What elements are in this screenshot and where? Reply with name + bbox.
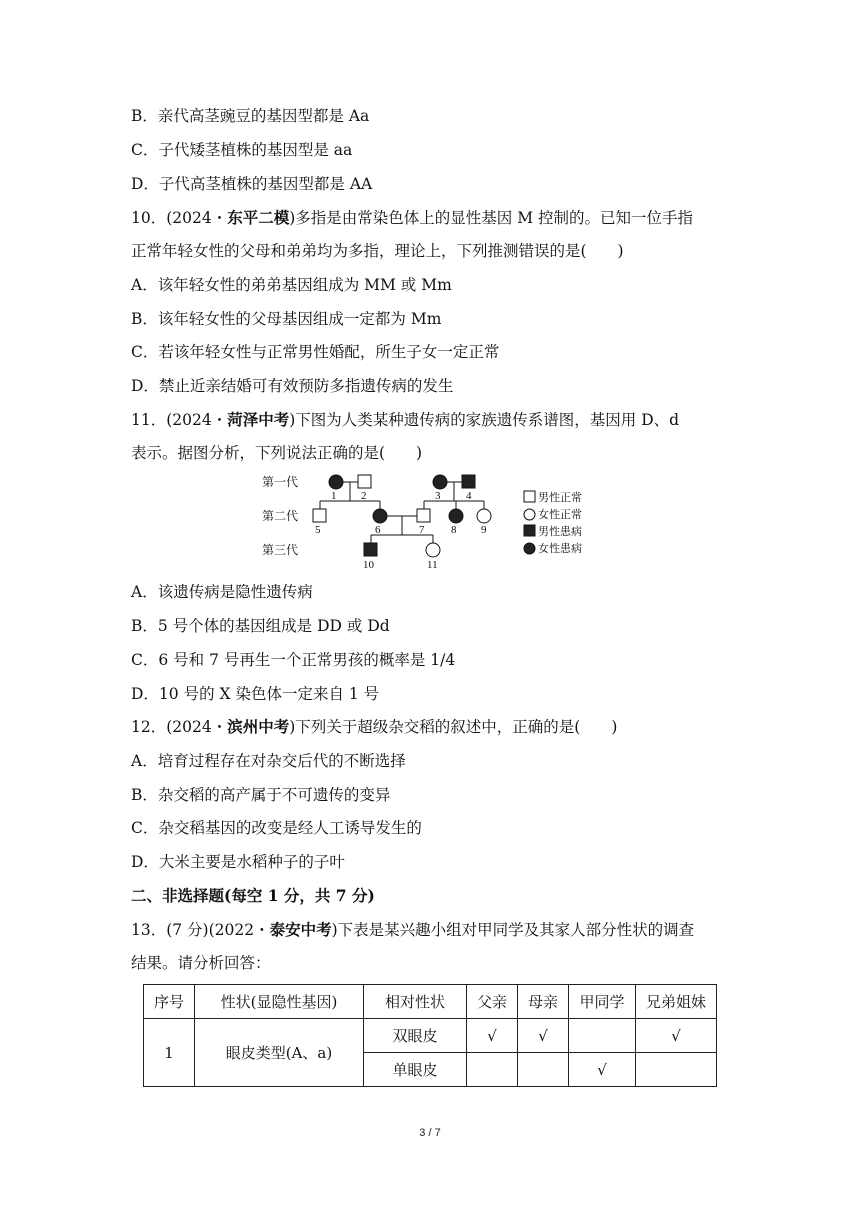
id-label-6: 6	[375, 524, 381, 536]
individual-8-affected-female	[449, 509, 463, 523]
id-label-10: 10	[363, 559, 374, 571]
legend-affected-female-symbol	[524, 543, 535, 554]
q11-option-c: C．6 号和 7 号再生一个正常男孩的概率是 1/4	[131, 651, 456, 669]
father-cell	[467, 1053, 518, 1087]
generation-2-label: 第二代	[262, 509, 299, 523]
q10-stem-text: )多指是由常染色体上的显性基因 M 控制的。已知一位手指	[289, 209, 694, 227]
individual-2-normal-male	[358, 475, 371, 488]
q11-option-b: B．5 号个体的基因组成是 DD 或 Dd	[131, 617, 390, 635]
q10-stem-line2: 正常年轻女性的父母和弟弟均为多指，理论上，下列推测错误的是( )	[131, 242, 624, 260]
q10-number: 10．(2024・	[131, 209, 228, 227]
trait-cell: 眼皮类型(A、a)	[195, 1019, 364, 1087]
header-cell: 父亲	[467, 985, 518, 1019]
individual-7-normal-male	[417, 509, 430, 522]
id-label-3: 3	[435, 490, 441, 502]
father-cell: √	[467, 1019, 518, 1053]
id-label-4: 4	[466, 490, 472, 502]
student-cell	[569, 1019, 636, 1053]
q11-option-d: D．10 号的 X 染色体一定来自 1 号	[131, 685, 380, 703]
individual-11-normal-female	[426, 543, 440, 557]
individual-6-affected-female	[373, 509, 387, 523]
q12-source: 滨州中考	[227, 717, 290, 736]
header-cell: 母亲	[518, 985, 569, 1019]
header-cell: 序号	[144, 985, 195, 1019]
q13-stem-line1	[131, 920, 694, 940]
legend-normal-male-symbol	[524, 491, 535, 502]
individual-4-affected-male	[462, 475, 475, 488]
mother-cell	[518, 1053, 569, 1087]
id-label-2: 2	[361, 490, 367, 502]
generation-1-label: 第一代	[262, 475, 299, 489]
q12-stem-text: )下列关于超级杂交稻的叙述中，正确的是( )	[289, 718, 618, 736]
relative-trait-cell: 单眼皮	[364, 1053, 467, 1087]
q11-number: 11．(2024・	[131, 411, 228, 429]
q11-source: 菏泽中考	[227, 410, 290, 429]
page-number: 3 / 7	[419, 1127, 441, 1139]
q10-source: 东平二模	[227, 208, 290, 227]
q9-option-b: B．亲代高茎豌豆的基因型都是 Aa	[131, 107, 370, 125]
legend-affected-female-label: 女性患病	[538, 543, 582, 555]
table-header-row	[144, 985, 717, 1019]
id-label-1: 1	[331, 490, 337, 502]
q13-stem-text: )下表是某兴趣小组对甲同学及其家人部分性状的调查	[331, 921, 695, 939]
q13-stem-line2: 结果。请分析回答：	[131, 954, 271, 972]
id-label-8: 8	[451, 524, 457, 536]
header-cell: 甲同学	[569, 985, 636, 1019]
legend-normal-female-symbol	[524, 509, 535, 520]
q11-stem-line1	[131, 410, 679, 430]
siblings-cell	[636, 1053, 717, 1087]
q9-option-d: D．子代高茎植株的基因型都是 AA	[131, 175, 373, 193]
q11-stem-line2: 表示。据图分析，下列说法正确的是( )	[131, 444, 423, 462]
q10-option-d: D．禁止近亲结婚可有效预防多指遗传病的发生	[131, 377, 454, 395]
individual-1-affected-female	[329, 475, 343, 489]
individual-9-normal-female	[477, 509, 491, 523]
q11-stem-text: )下图为人类某种遗传病的家族遗传系谱图，基因用 D、d	[289, 411, 680, 429]
pedigree-diagram	[262, 468, 602, 576]
q12-stem	[131, 717, 617, 737]
q12-option-c: C．杂交稻基因的改变是经人工诱导发生的	[131, 819, 422, 837]
legend-normal-female-label: 女性正常	[538, 509, 582, 521]
q11-option-a: A．该遗传病是隐性遗传病	[131, 583, 313, 601]
legend-affected-male-label: 男性患病	[538, 526, 582, 538]
q12-number: 12．(2024・	[131, 718, 228, 736]
individual-5-normal-male	[313, 509, 326, 522]
q9-option-c: C．子代矮茎植株的基因型是 aa	[131, 141, 353, 159]
student-cell: √	[569, 1053, 636, 1087]
q10-option-a: A．该年轻女性的弟弟基因组成为 MM 或 Mm	[131, 276, 452, 294]
mother-cell: √	[518, 1019, 569, 1053]
individual-3-affected-female	[433, 475, 447, 489]
q12-option-a: A．培育过程存在对杂交后代的不断选择	[131, 752, 406, 770]
id-label-11: 11	[427, 559, 438, 571]
row-number-cell: 1	[144, 1019, 195, 1087]
header-cell: 性状(显隐性基因)	[195, 985, 364, 1019]
siblings-cell: √	[636, 1019, 717, 1053]
survey-table	[143, 984, 717, 1087]
legend-affected-male-symbol	[524, 525, 535, 536]
id-label-7: 7	[419, 524, 425, 536]
q10-stem-line1	[131, 208, 693, 228]
q12-option-d: D．大米主要是水稻种子的子叶	[131, 853, 345, 871]
id-label-5: 5	[315, 524, 321, 536]
q13-source: 泰安中考	[269, 920, 332, 939]
q13-number: 13．(7 分)(2022・	[131, 921, 270, 939]
id-label-9: 9	[481, 524, 487, 536]
generation-3-label: 第三代	[262, 543, 299, 557]
table-row	[144, 1019, 717, 1053]
legend-normal-male-label: 男性正常	[538, 492, 582, 504]
q10-option-b: B．该年轻女性的父母基因组成一定都为 Mm	[131, 310, 442, 328]
header-cell: 兄弟姐妹	[636, 985, 717, 1019]
q10-option-c: C．若该年轻女性与正常男性婚配，所生子女一定正常	[131, 343, 500, 361]
pedigree-legend	[524, 490, 582, 555]
header-cell: 相对性状	[364, 985, 467, 1019]
individual-10-affected-male	[364, 543, 377, 556]
q12-option-b: B．杂交稻的高产属于不可遗传的变异	[131, 786, 391, 804]
relative-trait-cell: 双眼皮	[364, 1019, 467, 1053]
section-heading: 二、非选择题(每空 1 分，共 7 分)	[131, 886, 375, 905]
